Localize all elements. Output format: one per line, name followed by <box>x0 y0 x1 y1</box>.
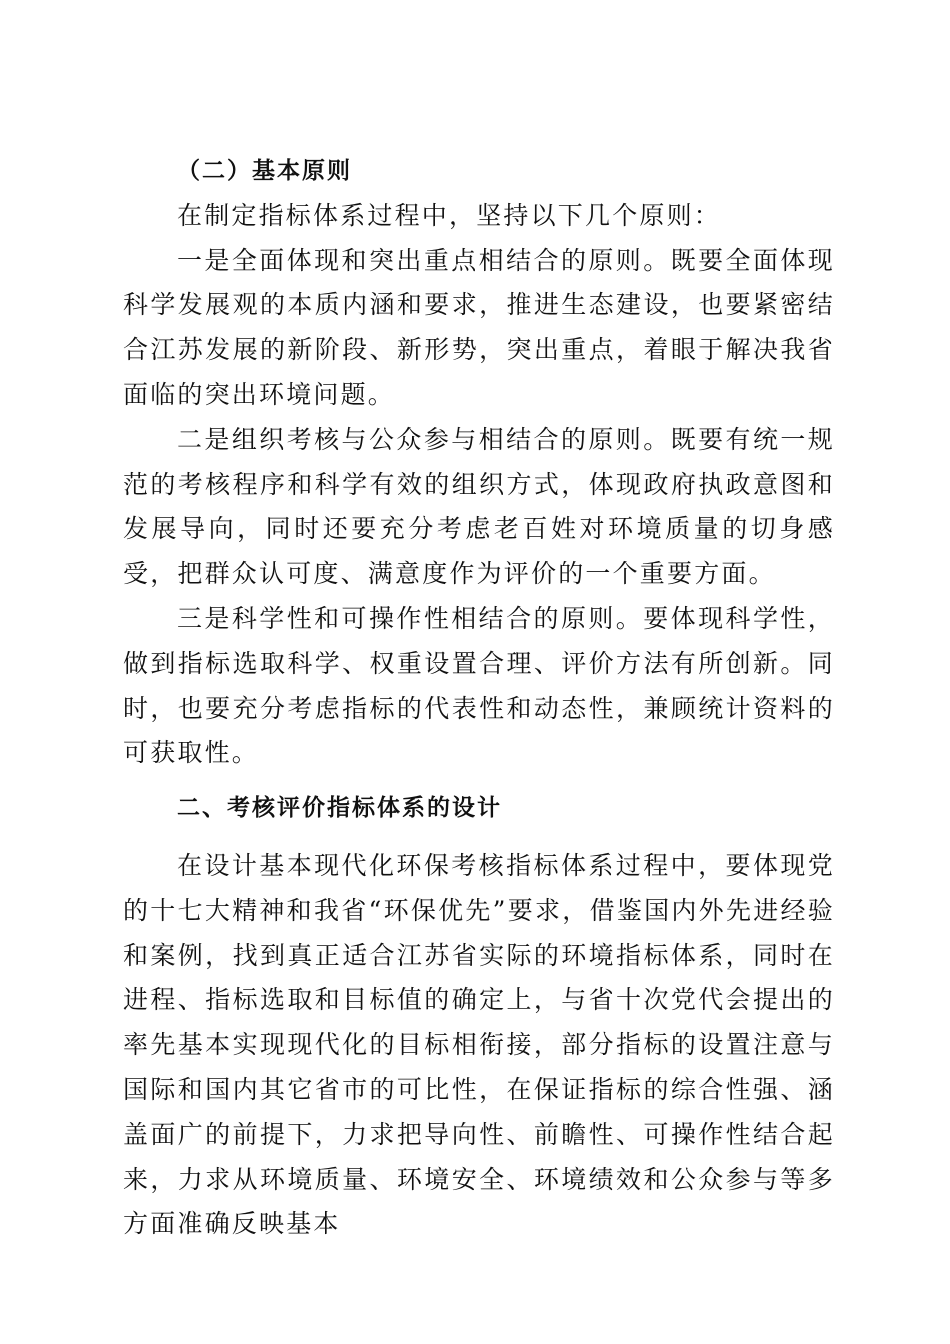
document-body <box>123 149 835 1247</box>
section-heading: 二、考核评价指标体系的设计 <box>177 795 502 822</box>
subsection-heading: （二）基本原则 <box>177 158 352 184</box>
principle-paragraph-2: 二是组织考核与公众参与相结合的原则。既要有统一规范的考核程序和科学有效的组织方式，体现政府执政意图和发展导向，同时还要充分考虑老百姓对环境质量的切身感受，把群众认可度、满意度作为评价的一个重要方面。 <box>123 424 835 589</box>
design-paragraph: 在设计基本现代化环保考核指标体系过程中，要体现党的十七大精神和我省“环保优先”要求，借鉴国内外先进经验和案例，找到真正适合江苏省实际的环境指标体系，同时在进程、指标选取和目标值的确定上，与省十次党代会提出的率先基本实现现代化的目标相衔接，部分指标的设置注意与国际和国内其它省市的可比性，在保证指标的综合性强、涵盖面广的前提下，力求把导向性、前瞻性、可操作性结合起来，力求从环境质量、环境安全、环境绩效和公众参与等多方面准确反映基本 <box>123 850 835 1239</box>
principle-paragraph-1: 一是全面体现和突出重点相结合的原则。既要全面体现科学发展观的本质内涵和要求，推进生态建设，也要紧密结合江苏发展的新阶段、新形势，突出重点，着眼于解决我省面临的突出环境问题。 <box>123 245 835 409</box>
principle-paragraph-3: 三是科学性和可操作性相结合的原则。要体现科学性，做到指标选取科学、权重设置合理、评价方法有所创新。同时，也要充分考虑指标的代表性和动态性，兼顾统计资料的可获取性。 <box>123 603 835 768</box>
intro-paragraph: 在制定指标体系过程中，坚持以下几个原则： <box>177 200 722 230</box>
